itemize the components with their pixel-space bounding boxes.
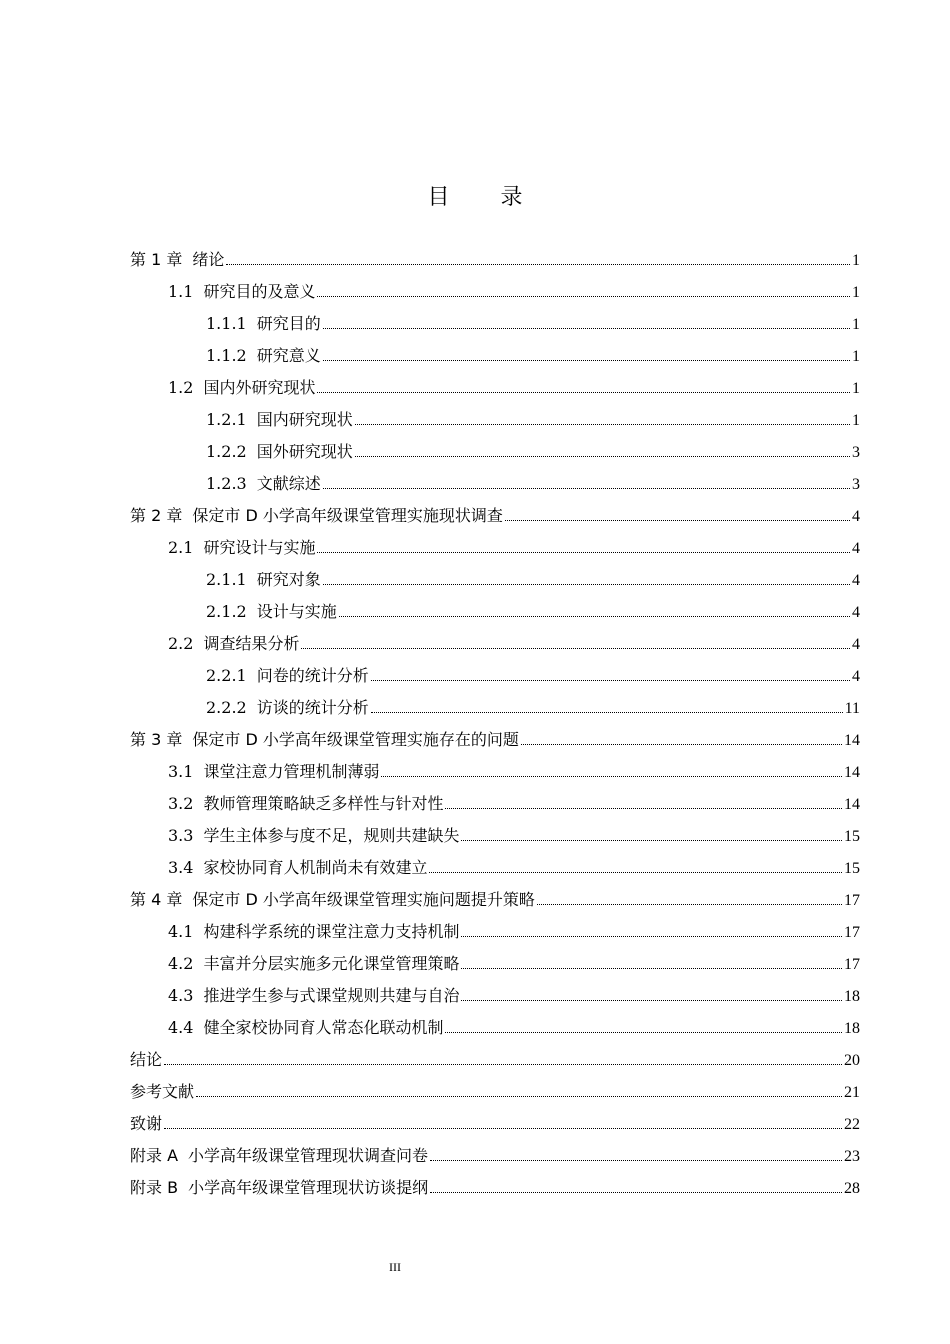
toc-entry-number: 第 4 章 <box>130 890 183 909</box>
toc-entry-page: 1 <box>852 380 860 397</box>
toc-entry-number: 4.4 <box>168 1018 194 1037</box>
toc-entry-page: 4 <box>852 540 860 557</box>
toc-entry-title: 参考文献 <box>130 1082 195 1101</box>
toc-entry[interactable] <box>130 500 860 532</box>
toc-entry-number: 2.1 <box>168 538 194 557</box>
toc-entry-number: 4.1 <box>168 922 194 941</box>
toc-entry-number: 1.2.3 <box>206 474 247 493</box>
toc-entry-number: 1.2 <box>168 378 194 397</box>
toc-entry-title: 结论 <box>130 1050 163 1069</box>
dot-leader <box>505 520 850 521</box>
dot-leader <box>429 872 842 873</box>
toc-entry-number: 1.2.1 <box>206 410 247 429</box>
toc-entry-page: 1 <box>852 412 860 429</box>
dot-leader <box>355 456 850 457</box>
page-title: 目 录 <box>427 185 545 210</box>
toc-entry[interactable] <box>130 436 860 468</box>
toc-entry-title: 小学高年级课堂管理现状调查问卷 <box>188 1146 429 1165</box>
toc-entry[interactable] <box>130 1076 860 1108</box>
toc-entry[interactable] <box>130 916 860 948</box>
toc-entry-title: 研究设计与实施 <box>203 538 316 557</box>
toc-entry-page: 4 <box>852 572 860 589</box>
toc-entry-title: 研究意义 <box>256 346 321 365</box>
toc-entry-title: 保定市 D 小学高年级课堂管理实施存在的问题 <box>192 730 519 749</box>
toc-entry-page: 17 <box>844 924 860 941</box>
toc-entry[interactable] <box>130 980 860 1012</box>
dot-leader <box>323 584 850 585</box>
toc-entry-title: 推进学生参与式课堂规则共建与自治 <box>203 986 460 1005</box>
toc-entry-title: 构建科学系统的课堂注意力支持机制 <box>203 922 460 941</box>
dot-leader <box>430 1160 842 1161</box>
toc-entry-page: 14 <box>844 764 860 781</box>
toc-entry-page: 1 <box>852 348 860 365</box>
dot-leader <box>371 712 843 713</box>
toc-entry-number: 3.1 <box>168 762 194 781</box>
toc-entry-title: 调查结果分析 <box>203 634 300 653</box>
toc-entry-number: 4.3 <box>168 986 194 1005</box>
toc-entry-page: 4 <box>852 604 860 621</box>
toc-entry-page: 4 <box>852 668 860 685</box>
toc-entry-page: 14 <box>844 796 860 813</box>
dot-leader <box>445 1032 842 1033</box>
toc-entry-page: 18 <box>844 1020 860 1037</box>
toc-entry-number: 第 3 章 <box>130 730 183 749</box>
toc-entry-title: 国内外研究现状 <box>203 378 316 397</box>
toc-entry[interactable] <box>130 820 860 852</box>
toc-entry-number: 3.4 <box>168 858 194 877</box>
dot-leader <box>301 648 850 649</box>
toc-entry-page: 21 <box>844 1084 860 1101</box>
toc-entry[interactable] <box>130 660 860 692</box>
toc-entry-number: 2.2 <box>168 634 194 653</box>
toc-entry-title: 健全家校协同育人常态化联动机制 <box>203 1018 444 1037</box>
toc-entry-title: 课堂注意力管理机制薄弱 <box>203 762 380 781</box>
toc-entry-number: 2.2.2 <box>206 698 247 717</box>
toc-entry-title: 保定市 D 小学高年级课堂管理实施现状调查 <box>192 506 503 525</box>
dot-leader <box>339 616 850 617</box>
dot-leader <box>164 1064 842 1065</box>
dot-leader <box>323 488 850 489</box>
toc-entry-number: 2.2.1 <box>206 666 247 685</box>
toc-entry-page: 20 <box>844 1052 860 1069</box>
toc-entry-title: 绪论 <box>192 250 225 269</box>
toc-entry[interactable] <box>130 404 860 436</box>
toc-entry[interactable] <box>130 692 860 724</box>
toc-entry-title: 研究目的及意义 <box>203 282 316 301</box>
toc-entry-title: 设计与实施 <box>256 602 337 621</box>
dot-leader <box>371 680 850 681</box>
toc-entry-number: 2.1.1 <box>206 570 247 589</box>
toc-entry[interactable] <box>130 1108 860 1140</box>
toc-entry-title: 学生主体参与度不足，规则共建缺失 <box>203 826 460 845</box>
toc-entry[interactable] <box>130 596 860 628</box>
toc-entry-page: 28 <box>844 1180 860 1197</box>
toc-entry[interactable] <box>130 308 860 340</box>
toc-entry-title: 国外研究现状 <box>256 442 353 461</box>
toc-entry-page: 1 <box>852 252 860 269</box>
toc-entry-number: 1.1 <box>168 282 194 301</box>
toc-entry-number: 4.2 <box>168 954 194 973</box>
toc-entry-page: 17 <box>844 892 860 909</box>
dot-leader <box>164 1128 842 1129</box>
toc-entry-number: 1.1.2 <box>206 346 247 365</box>
dot-leader <box>317 296 850 297</box>
toc-entry-title: 研究对象 <box>256 570 321 589</box>
toc-entry-page: 22 <box>844 1116 860 1133</box>
dot-leader <box>521 744 842 745</box>
toc-entry-page: 3 <box>852 476 860 493</box>
toc-entry-number: 第 2 章 <box>130 506 183 525</box>
toc-entry[interactable] <box>130 276 860 308</box>
toc-entry[interactable] <box>130 1044 860 1076</box>
toc-entry-number: 附录 B <box>130 1178 179 1197</box>
dot-leader <box>445 808 842 809</box>
dot-leader <box>355 424 850 425</box>
toc-entry-page: 3 <box>852 444 860 461</box>
toc-entry[interactable] <box>130 244 860 276</box>
toc-entry-title: 保定市 D 小学高年级课堂管理实施问题提升策略 <box>192 890 535 909</box>
dot-leader <box>461 1000 842 1001</box>
dot-leader <box>317 552 850 553</box>
toc-entry[interactable] <box>130 788 860 820</box>
dot-leader <box>323 360 850 361</box>
dot-leader <box>196 1096 842 1097</box>
toc-entry-number: 附录 A <box>130 1146 179 1165</box>
dot-leader <box>317 392 850 393</box>
toc-entry[interactable] <box>130 1012 860 1044</box>
toc-entry-title: 访谈的统计分析 <box>256 698 369 717</box>
toc-entry-title: 家校协同育人机制尚未有效建立 <box>203 858 428 877</box>
toc-entry-title: 国内研究现状 <box>256 410 353 429</box>
toc-entry-title: 文献综述 <box>256 474 321 493</box>
dot-leader <box>537 904 842 905</box>
toc-entry-number: 3.3 <box>168 826 194 845</box>
toc-entry[interactable] <box>130 852 860 884</box>
toc-entry-page: 14 <box>844 732 860 749</box>
toc-entry-title: 研究目的 <box>256 314 321 333</box>
toc-entry[interactable] <box>130 1172 860 1204</box>
dot-leader <box>430 1192 842 1193</box>
toc-entry[interactable] <box>130 340 860 372</box>
toc-entry[interactable] <box>130 532 860 564</box>
dot-leader <box>381 776 842 777</box>
toc-entry-title: 致谢 <box>130 1114 163 1133</box>
toc-entry[interactable] <box>130 724 860 756</box>
toc-entry[interactable] <box>130 628 860 660</box>
toc-entry-page: 4 <box>852 636 860 653</box>
toc-entry-title: 小学高年级课堂管理现状访谈提纲 <box>188 1178 429 1197</box>
toc-entry-page: 15 <box>844 860 860 877</box>
dot-leader <box>226 264 850 265</box>
toc-entry-page: 1 <box>852 284 860 301</box>
toc-entry[interactable] <box>130 948 860 980</box>
toc-entry-page: 11 <box>844 700 860 717</box>
toc-entry-number: 2.1.2 <box>206 602 247 621</box>
table-of-contents <box>130 244 860 1204</box>
dot-leader <box>461 936 842 937</box>
toc-entry-number: 1.2.2 <box>206 442 247 461</box>
toc-entry-number: 1.1.1 <box>206 314 247 333</box>
toc-entry[interactable] <box>130 564 860 596</box>
toc-entry[interactable] <box>130 372 860 404</box>
toc-entry-title: 问卷的统计分析 <box>256 666 369 685</box>
dot-leader <box>323 328 850 329</box>
toc-entry-page: 4 <box>852 508 860 525</box>
toc-entry-number: 3.2 <box>168 794 194 813</box>
toc-entry-number: 第 1 章 <box>130 250 183 269</box>
toc-entry-title: 丰富并分层实施多元化课堂管理策略 <box>203 954 460 973</box>
toc-entry[interactable] <box>130 884 860 916</box>
toc-entry-page: 18 <box>844 988 860 1005</box>
page-number-footer: III <box>389 1260 401 1274</box>
toc-entry-page: 1 <box>852 316 860 333</box>
dot-leader <box>461 968 842 969</box>
toc-entry-page: 17 <box>844 956 860 973</box>
toc-entry[interactable] <box>130 1140 860 1172</box>
toc-entry[interactable] <box>130 756 860 788</box>
dot-leader <box>461 840 842 841</box>
toc-entry[interactable] <box>130 468 860 500</box>
toc-entry-title: 教师管理策略缺乏多样性与针对性 <box>203 794 444 813</box>
toc-entry-page: 23 <box>844 1148 860 1165</box>
toc-entry-page: 15 <box>844 828 860 845</box>
